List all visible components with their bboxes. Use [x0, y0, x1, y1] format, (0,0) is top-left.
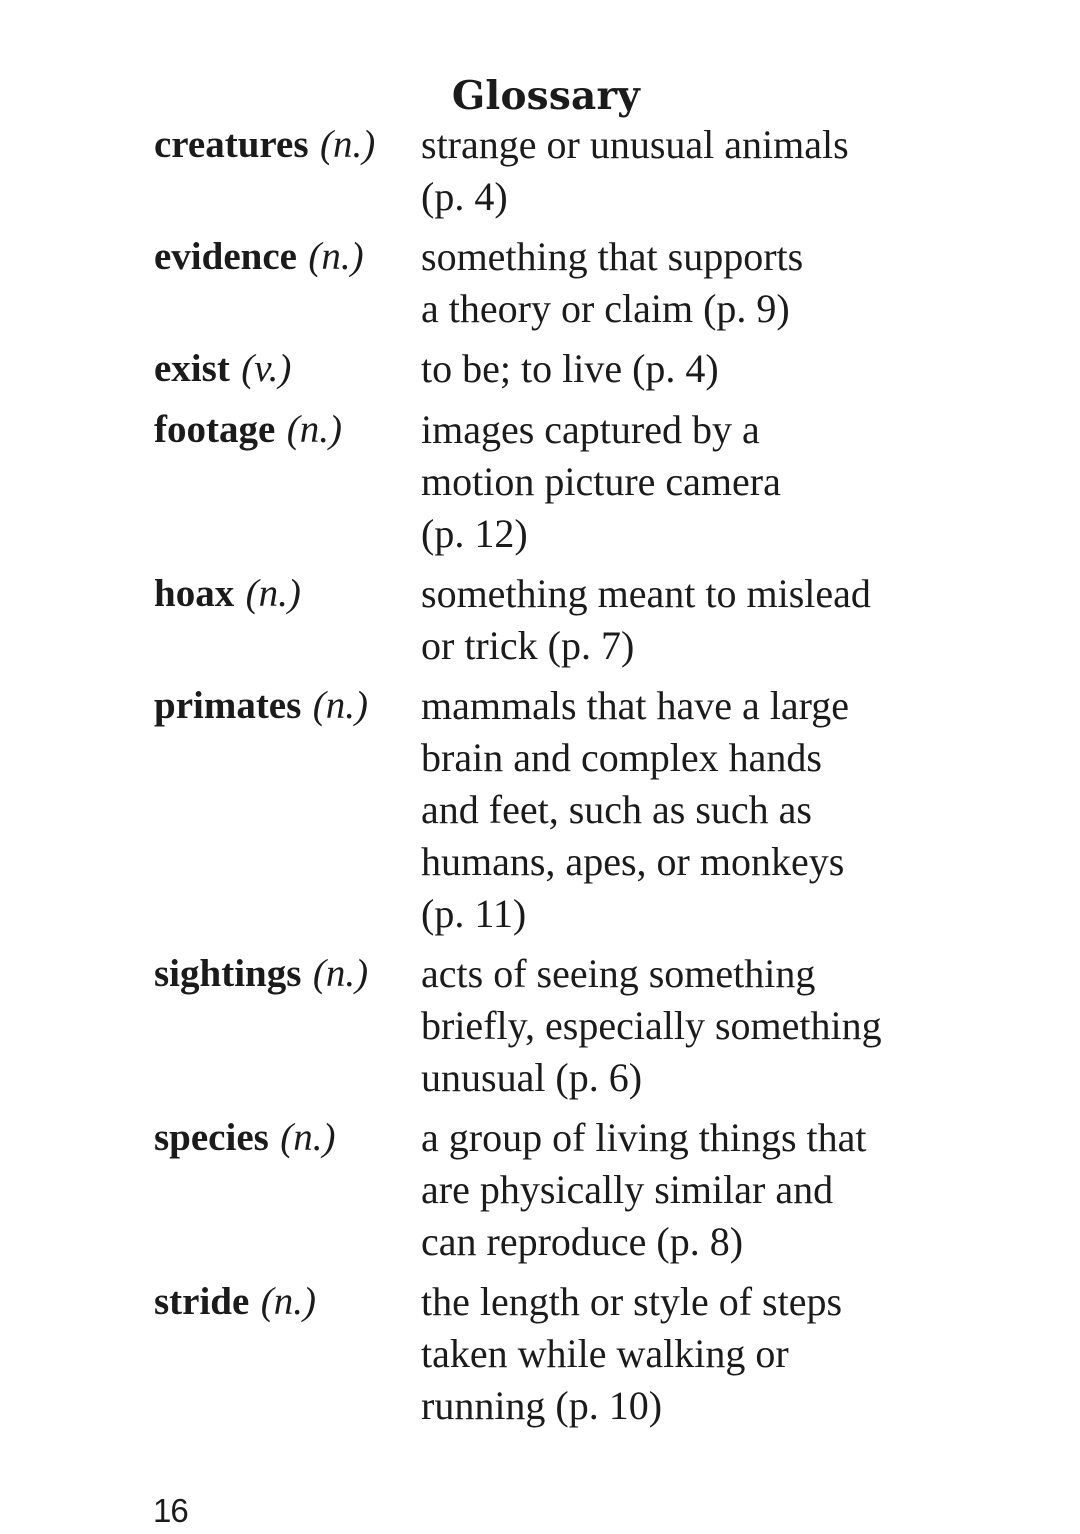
term: footage — [154, 408, 276, 451]
entry-head — [154, 568, 421, 621]
definition: the length or style of steps taken while walking or running (p. 10) — [421, 1279, 843, 1428]
definition: strange or unusual animals (p. 4) — [421, 122, 849, 219]
entry-head — [154, 343, 421, 396]
term: species — [154, 1116, 269, 1159]
entry-head — [154, 1112, 421, 1165]
glossary-entry-creatures — [154, 119, 954, 223]
entry-head — [154, 680, 421, 733]
entry-head — [154, 1276, 421, 1329]
entry-head — [154, 404, 421, 457]
page-title: Glossary — [451, 73, 641, 120]
glossary-entry-hoax — [154, 568, 954, 672]
part-of-speech: (n.) — [312, 684, 368, 727]
term: exist — [154, 347, 230, 390]
term: sightings — [154, 952, 302, 995]
definition: a group of living things that are physically similar and can reproduce (p. 8) — [421, 1115, 867, 1264]
glossary-list — [154, 119, 954, 1440]
term: hoax — [154, 572, 235, 615]
part-of-speech: (n.) — [312, 952, 369, 995]
glossary-entry-species — [154, 1112, 954, 1268]
glossary-entry-primates — [154, 680, 954, 940]
entry-head — [154, 119, 421, 172]
glossary-entry-evidence — [154, 231, 954, 335]
part-of-speech: (n.) — [260, 1280, 316, 1323]
term: creatures — [154, 123, 309, 166]
definition: to be; to live (p. 4) — [421, 346, 719, 391]
entry-head — [154, 231, 421, 284]
term: primates — [154, 684, 302, 727]
entry-head — [154, 948, 421, 1001]
glossary-entry-footage — [154, 404, 954, 560]
part-of-speech: (n.) — [245, 572, 301, 615]
term: stride — [154, 1280, 250, 1323]
part-of-speech: (v.) — [241, 347, 292, 390]
part-of-speech: (n.) — [319, 123, 376, 166]
definition: something that supports a theory or claim (p. 9) — [421, 234, 804, 331]
page-number: 16 — [153, 1492, 188, 1529]
part-of-speech: (n.) — [308, 235, 364, 278]
glossary-entry-exist — [154, 343, 954, 396]
definition: images captured by a motion picture camera (p. 12) — [421, 407, 781, 556]
glossary-entry-sightings — [154, 948, 954, 1104]
part-of-speech: (n.) — [280, 1116, 336, 1159]
definition: something meant to mislead or trick (p. 7) — [421, 571, 871, 668]
term: evidence — [154, 235, 297, 278]
glossary-entry-stride — [154, 1276, 954, 1432]
definition: mammals that have a large brain and complex hands and feet, such as such as humans, apes, or monkeys (p. 11) — [421, 683, 849, 936]
part-of-speech: (n.) — [286, 408, 342, 451]
definition: acts of seeing something briefly, especially something unusual (p. 6) — [421, 951, 882, 1100]
